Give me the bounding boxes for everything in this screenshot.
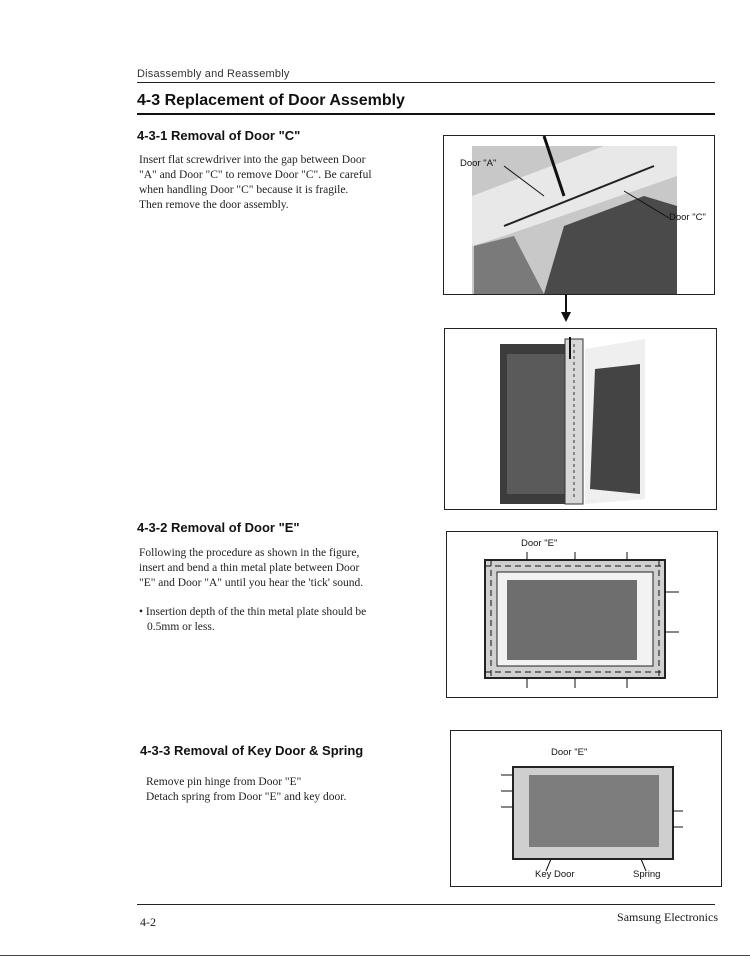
figure-door-assembly-illustration — [445, 329, 716, 509]
bullet-line: 0.5mm or less. — [147, 621, 215, 633]
figure-key-door-spring — [450, 730, 722, 887]
body-line: Remove pin hinge from Door "E" — [146, 776, 302, 788]
figure-label-door-e: Door "E" — [521, 538, 558, 549]
arrow-down-icon — [559, 294, 573, 324]
body-line: Then remove the door assembly. — [139, 199, 289, 211]
figure-label-door-e-2: Door "E" — [551, 747, 588, 758]
figure-door-e-removal — [446, 531, 718, 698]
page-number: 4-2 — [140, 915, 156, 929]
subsection-title-4-3-2: 4-3-2 Removal of Door "E" — [137, 520, 300, 535]
figure-label-door-c: Door "C" — [669, 212, 706, 223]
figure-label-door-a: Door "A" — [460, 158, 497, 169]
body-line: Detach spring from Door "E" and key door. — [146, 791, 347, 803]
figure-label-spring: Spring — [633, 869, 661, 880]
section-title-rule — [137, 113, 715, 115]
subsection-body-4-3-1 — [139, 153, 429, 213]
figure-label-key-door: Key Door — [535, 869, 575, 880]
body-line: insert and bend a thin metal plate between Door — [139, 562, 360, 574]
figure-door-e-illustration — [447, 532, 717, 697]
body-line: "A" and Door "C" to remove Door "C". Be careful — [139, 169, 372, 181]
subsection-title-4-3-1: 4-3-1 Removal of Door "C" — [137, 128, 301, 143]
body-line: "E" and Door "A" until you hear the 'tick' sound. — [139, 577, 364, 589]
body-line: when handling Door "C" because it is fragile. — [139, 184, 349, 196]
subsection-body-4-3-3 — [146, 775, 436, 805]
footer-brand: Samsung Electronics — [617, 910, 718, 924]
subsection-title-4-3-3: 4-3-3 Removal of Key Door & Spring — [140, 743, 364, 758]
body-line: Insert flat screwdriver into the gap between Door — [139, 154, 366, 166]
body-line: Following the procedure as shown in the figure, — [139, 547, 360, 559]
footer-rule — [137, 904, 715, 905]
running-header: Disassembly and Reassembly — [137, 68, 290, 80]
section-title: 4-3 Replacement of Door Assembly — [137, 92, 405, 109]
figure-door-assembly-open — [444, 328, 717, 510]
bullet-line: • Insertion depth of the thin metal plate should be — [139, 606, 367, 618]
subsection-bullet-4-3-2 — [139, 605, 429, 635]
page-bottom-rule — [0, 955, 750, 956]
subsection-body-4-3-2 — [139, 546, 429, 591]
header-rule — [137, 82, 715, 83]
figure-door-c-removal — [443, 135, 715, 295]
